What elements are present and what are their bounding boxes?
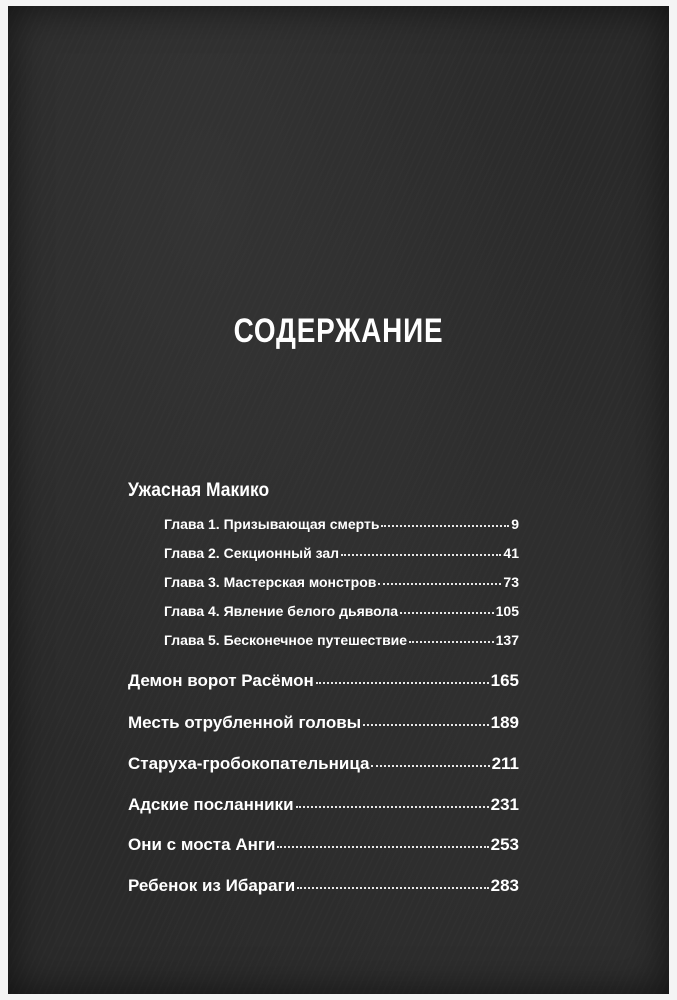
toc-entry-page: 189 — [490, 713, 519, 732]
page-title: СОДЕРЖАНИЕ — [233, 312, 444, 350]
toc-entry-page: 165 — [490, 671, 519, 690]
toc-entry-story-6 — [128, 876, 519, 896]
leader-dots — [400, 612, 494, 614]
toc-entry-label: Глава 5. Бесконечное путешествие — [164, 632, 408, 648]
toc-entry-chapter-2 — [164, 545, 519, 561]
toc-entry-story-2 — [128, 713, 519, 733]
toc-entry-page: 105 — [495, 603, 519, 619]
leader-dots — [297, 887, 488, 889]
toc-entry-page: 73 — [503, 574, 519, 590]
toc-entry-label: Демон ворот Расёмон — [128, 671, 314, 690]
toc-entry-page: 211 — [491, 754, 519, 773]
toc-entry-story-1 — [128, 671, 519, 691]
leader-dots — [363, 724, 488, 726]
toc-entry-label: Старуха-гробокопательница — [128, 754, 370, 773]
leader-dots — [378, 583, 501, 585]
toc-entry-label: Глава 3. Мастерская монстров — [164, 574, 377, 590]
toc-entry-label: Ребенок из Ибараги — [128, 876, 296, 895]
toc-entry-chapter-1 — [164, 516, 519, 532]
leader-dots — [371, 765, 489, 767]
toc-entry-page: 41 — [503, 545, 519, 561]
leader-dots — [381, 525, 509, 527]
toc-entry-page: 253 — [490, 835, 519, 854]
leader-dots — [341, 554, 501, 556]
toc-entry-chapter-3 — [164, 574, 519, 590]
toc-entry-page: 283 — [490, 876, 519, 895]
toc-entry-chapter-4 — [164, 603, 519, 619]
toc-entry-story-5 — [128, 835, 519, 855]
toc-entry-label: Месть отрубленной головы — [128, 713, 362, 732]
toc-entry-label: Адские посланники — [128, 795, 294, 814]
toc-entry-label: Глава 2. Секционный зал — [164, 545, 340, 561]
toc-entry-label: Глава 4. Явление белого дьявола — [164, 603, 399, 619]
section-heading: Ужасная Макико — [128, 480, 270, 501]
book-page — [8, 6, 669, 994]
toc-entry-page: 9 — [511, 516, 519, 532]
leader-dots — [296, 806, 489, 808]
toc-entry-page: 137 — [495, 632, 519, 648]
leader-dots — [409, 641, 494, 643]
leader-dots — [316, 682, 489, 684]
toc-entry-chapter-5 — [164, 632, 519, 648]
toc-entry-label: Они с моста Анги — [128, 835, 276, 854]
toc-entry-story-4 — [128, 795, 519, 815]
leader-dots — [277, 846, 488, 848]
toc-entry-page: 231 — [490, 795, 519, 814]
toc-entry-label: Глава 1. Призывающая смерть — [164, 516, 380, 532]
table-of-contents — [8, 6, 669, 994]
toc-entry-story-3 — [128, 754, 519, 774]
